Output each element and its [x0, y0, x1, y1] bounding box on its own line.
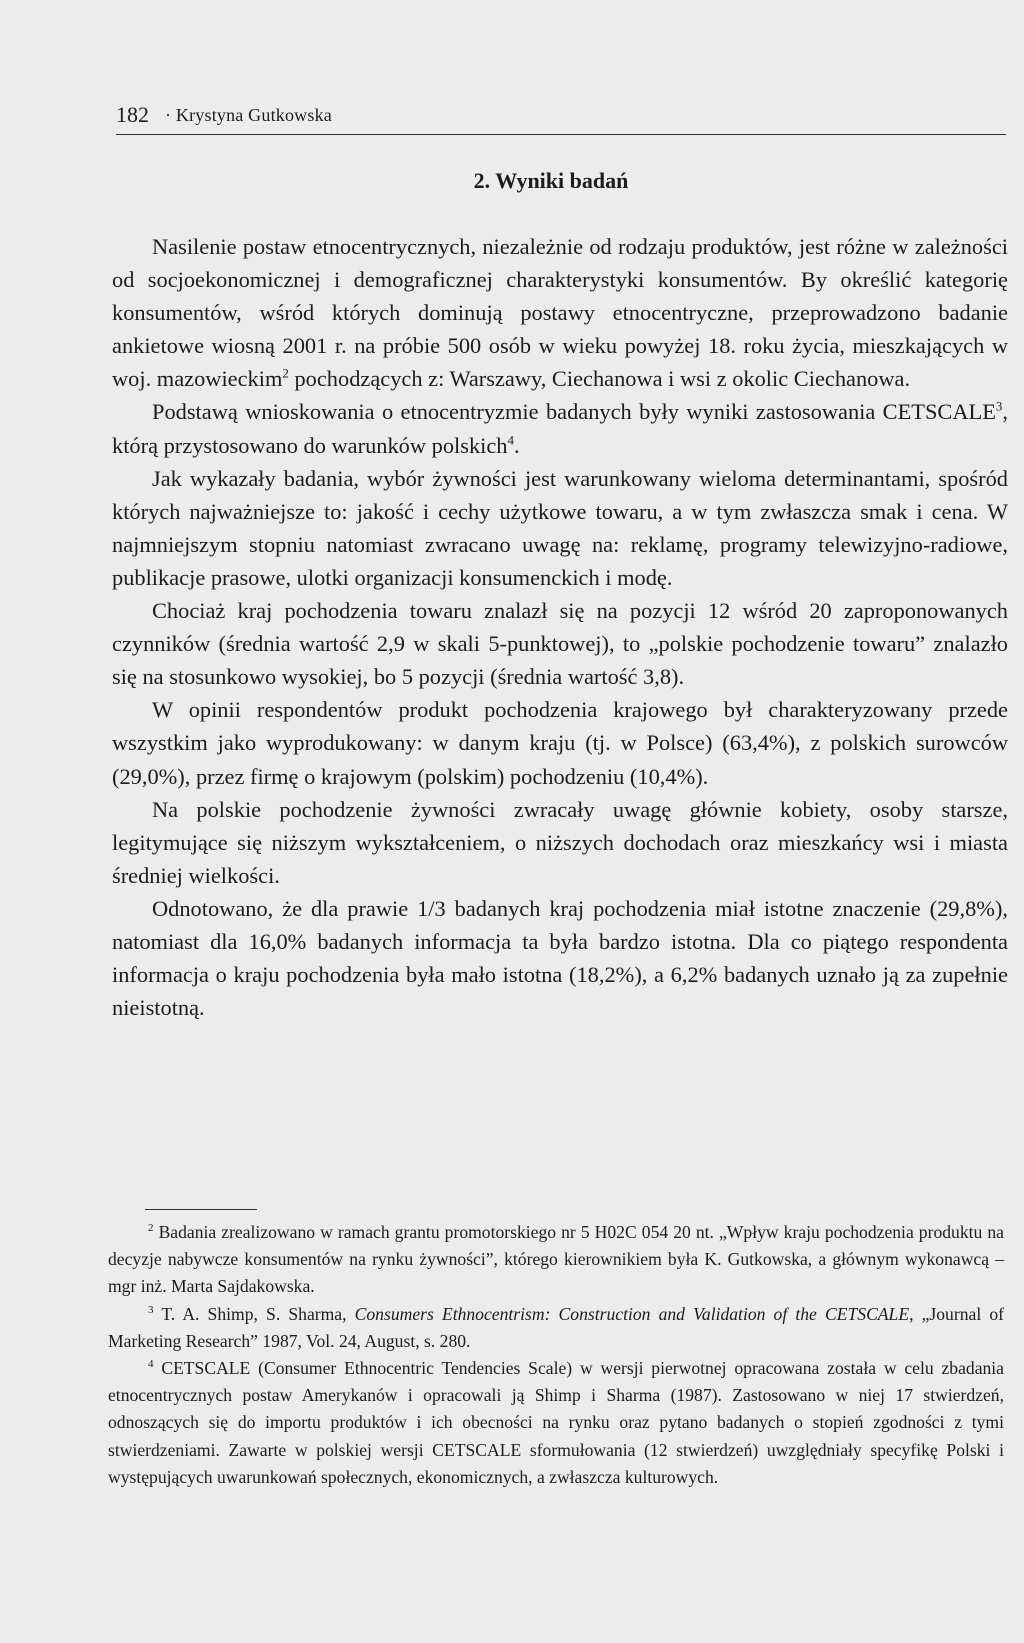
footnote-4: [108, 1355, 1004, 1491]
paragraph-7: Odnotowano, że dla prawie 1/3 badanych kraj pochodzenia miał istotne znaczenie (29,8%), natomiast dla 16,0% badanych informacja ta była bardzo istotna. Dla co piątego respondenta informacja o kraju pochodzenia była mało istotna (18,2%), a 6,2% badanych uznało ją za zupełnie nieistotną.: [112, 895, 1008, 1021]
paragraph-1-text-a: Nasilenie postaw etnocentrycznych, niezależnie od rodzaju produktów, jest różne w zależności od socjoekonomicznej i demograficznej charakterystyki konsumentów. By określić kategorię konsumentów, wśród których dominują postawy etnocentryczne, przeprowadzono badanie ankietowe wiosną 2001 r. na próbie 500 osób w wieku powyżej 18. roku życia, mieszkających w woj. mazowieckim: [112, 234, 1008, 392]
paragraph-2: [112, 395, 1008, 461]
footnote-ref-3[interactable]: 3: [995, 399, 1003, 414]
footnote-2-mark: 2: [148, 1222, 154, 1235]
paragraph-6: Na polskie pochodzenie żywności zwracały uwagę głównie kobiety, osoby starsze, legitymujące się niższym wykształceniem, o niższych dochodach oraz mieszkańcy wsi i miasta średniej wielkości.: [112, 796, 1008, 888]
footnote-rule: [145, 1209, 257, 1210]
paragraph-3: Jak wykazały badania, wybór żywności jest warunkowany wieloma determinantami, spośród których najważniejsze to: jakość i cechy użytkowe towaru, a w tym zwłaszcza smak i cena. W najmniejszym stopniu natomiast zwracano uwagę na: reklamę, programy telewizyjno-radiowe, publikacje prasowe, ulotki organizacji konsumenckich i modę.: [112, 465, 1008, 590]
header-rule: [116, 134, 1006, 135]
footnote-4-text: CETSCALE (Consumer Ethnocentric Tendencies Scale) w wersji pierwotnej opracowana została w celu zbadania etnocentrycznych postaw Amerykanów i opracowali ją Shimp i Sharma (1987). Zastosowano w niej 17 stwierdzeń, odnoszących się do importu produktów i ich obecności na rynku oraz pytano badanych o stopień zgodności z tymi stwierdzeniami. Zawarte w polskiej wersji CETSCALE sformułowania (12 stwierdzeń) uwzględniały specyfikę Polski i występujących uwarunkowań społecznych, ekonomicznych, a zwłaszcza kulturowych.: [108, 1358, 1004, 1487]
running-head: [116, 102, 1006, 136]
footnote-3-authors: T. A. Shimp, S. Sharma,: [161, 1303, 355, 1324]
footnote-3-title: Consumers Ethnocentrism: Construction and Validation of the CETSCALE: [354, 1303, 910, 1324]
footnote-2: [108, 1219, 1004, 1301]
footnote-3-source: , „Journal of Marketing Research” 1987, Vol. 24, August, s. 280.: [108, 1303, 1004, 1351]
footnote-ref-2[interactable]: 2: [282, 365, 289, 381]
paragraph-2-text-c: .: [514, 432, 520, 458]
footnote-3-mark: 3: [148, 1303, 154, 1316]
body-text: [112, 230, 1008, 1024]
footnote-ref-4[interactable]: 4: [507, 432, 514, 448]
page-number: 182: [116, 102, 149, 127]
paragraph-1: [112, 230, 1008, 395]
paragraph-5: W opinii respondentów produkt pochodzenia krajowego był charakteryzowany przede wszystkim jako wyprodukowany: w danym kraju (tj. w Polsce) (63,4%), z polskich surowców (29,0%), przez firmę o krajowym (polskim) pochodzeniu (10,4%).: [112, 697, 1008, 789]
section-title: 2. Wyniki badań: [473, 168, 629, 193]
paragraph-4: Chociaż kraj pochodzenia towaru znalazł się na pozycji 12 wśród 20 zaproponowanych czynników (średnia wartość 2,9 w skali 5-punktowej), to „polskie pochodzenie towaru” znalazło się na stosunkowo wysokiej, bo 5 pozycji (średnia wartość 3,8).: [112, 598, 1008, 690]
footnote-3: [108, 1301, 1004, 1355]
footnote-4-mark: 4: [148, 1358, 154, 1371]
footnotes: [108, 1219, 1004, 1491]
paragraph-2-text-a: Podstawą wnioskowania o etnocentryzmie badanych były wyniki zastosowania CETSCALE: [152, 399, 996, 425]
paragraph-2-text-b: , którą przystosowano do warunków polskich: [112, 399, 1008, 458]
footnote-2-text: Badania zrealizowano w ramach grantu promotorskiego nr 5 H02C 054 20 nt. „Wpływ kraju pochodzenia produktu na decyzje nabywcze konsumentów na rynku żywności”, którego kierownikiem była K. Gutkowska, a głównym wykonawcą – mgr inż. Marta Sajdakowska.: [108, 1222, 1004, 1297]
running-head-author: · Krystyna Gutkowska: [165, 105, 332, 125]
paragraph-1-text-b: pochodzących z: Warszawy, Ciechanowa i wsi z okolic Ciechanowa.: [288, 366, 911, 392]
